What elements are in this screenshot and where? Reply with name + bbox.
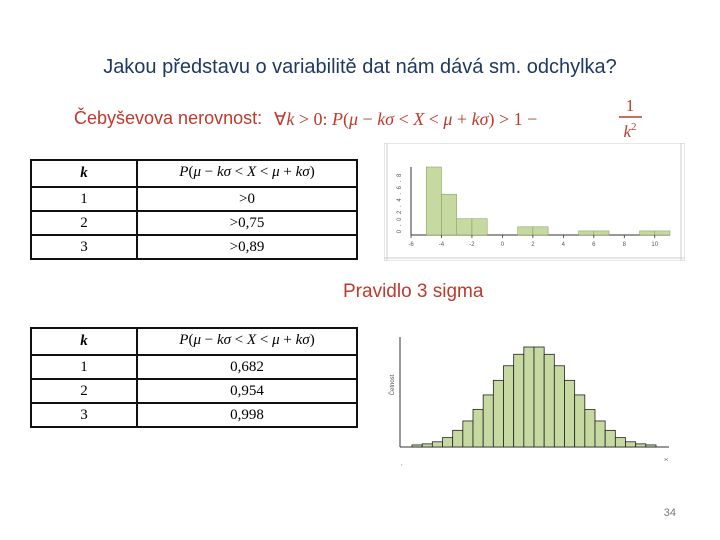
histogram-bar — [518, 227, 533, 235]
p-cell: >0 — [137, 187, 357, 211]
histogram-bar — [655, 231, 670, 235]
chebyshev-histogram — [384, 143, 685, 261]
svg-text:P(μ − kσ < X < μ + kσ): P(μ − kσ < X < μ + kσ) — [179, 164, 315, 180]
histogram-bar — [646, 445, 656, 447]
k-cell: 2 — [31, 379, 137, 403]
histogram-bar — [412, 445, 422, 447]
p-cell: >0,75 — [137, 211, 357, 235]
table-row — [31, 355, 357, 379]
x-axis-label-right: x — [664, 458, 670, 461]
tick-label: 8 — [622, 242, 626, 248]
tick-label: 6 — [592, 242, 596, 248]
histogram-bar — [565, 380, 575, 447]
tick-label: 0 — [500, 242, 505, 248]
histogram-bar — [453, 430, 463, 447]
tick-label: -6 — [408, 242, 414, 248]
histogram-bar — [636, 444, 646, 447]
tick-label: 4 — [561, 242, 566, 248]
svg-text:P(μ − kσ < X < μ + kσ): P(μ − kσ < X < μ + kσ) — [179, 332, 315, 348]
k-header: k — [31, 160, 137, 187]
tick-label: 2 — [531, 242, 535, 248]
histogram-bar — [534, 347, 544, 447]
svg-text:∀k > 0: P(μ − kσ < X < μ + kσ: ∀k > 0: P(μ − kσ < X < μ + kσ) > 1 − — [274, 109, 538, 129]
table-row — [31, 403, 357, 427]
y-axis-label — [397, 173, 403, 234]
histogram-bar — [504, 366, 514, 447]
probability-header — [137, 328, 357, 355]
k-header: k — [31, 328, 137, 355]
histogram-bar — [595, 421, 605, 447]
histogram-bar — [457, 219, 472, 235]
histogram-bar — [544, 354, 554, 447]
p-cell: 0,954 — [137, 379, 357, 403]
histogram-bar — [594, 231, 609, 235]
histogram-bar — [422, 444, 432, 447]
histogram-bar — [524, 347, 534, 447]
table-row — [31, 187, 357, 211]
histogram-bar — [640, 231, 655, 235]
tick-label: 10 — [651, 242, 659, 248]
histogram-bar — [493, 380, 503, 447]
k-cell: 3 — [31, 235, 137, 259]
p-cell: >0,89 — [137, 235, 357, 259]
svg-text:k2: $k^2$ — [623, 121, 637, 141]
p-cell: 0,682 — [137, 355, 357, 379]
histogram-bar — [533, 227, 548, 235]
histogram-bar — [472, 219, 487, 235]
svg-text:0 . 0 2 . 4 . 6 . 8: 0 . 0 2 . 4 . 6 . 8 — [397, 172, 403, 234]
p-cell: 0,998 — [137, 403, 357, 427]
histogram-bar — [575, 395, 585, 447]
x-axis-label-left: , — [401, 461, 403, 467]
chebyshev-label: Čebyševova nerovnost: — [74, 108, 263, 128]
histogram-bar — [483, 395, 493, 447]
histogram-bar — [463, 421, 473, 447]
tick-label: -4 — [438, 242, 445, 248]
histogram-bar — [605, 430, 615, 447]
page-number: 34 — [663, 507, 676, 519]
svg-text:1: 1 — [625, 96, 635, 115]
tick-label: -2 — [469, 242, 475, 248]
slide-title: Jakou představu o variabilitě dat nám dává sm. odchylka? — [103, 56, 617, 78]
probability-formula — [142, 161, 352, 181]
table-row — [31, 235, 357, 259]
histogram-bar — [626, 442, 636, 447]
histogram-bar — [473, 410, 483, 448]
chebyshev-inequality — [74, 96, 654, 142]
chebyshev-table — [30, 159, 358, 260]
histogram-bar — [579, 231, 594, 235]
histogram-bar — [554, 366, 564, 447]
histogram-bar — [615, 438, 625, 447]
histogram-bar — [426, 167, 441, 235]
chebyshev-formula — [274, 96, 654, 142]
probability-formula — [142, 329, 352, 349]
histogram-bar — [432, 442, 442, 447]
table-row — [31, 379, 357, 403]
histogram-bar — [443, 438, 453, 447]
table-row — [31, 211, 357, 235]
three-sigma-rule-title: Pravidlo 3 sigma — [343, 281, 484, 302]
k-cell: 3 — [31, 403, 137, 427]
y-axis-label: Četnost — [390, 374, 396, 396]
probability-header — [137, 160, 357, 187]
k-cell: 2 — [31, 211, 137, 235]
k-cell: 1 — [31, 187, 137, 211]
histogram-bar — [585, 410, 595, 448]
histogram-bar — [514, 354, 524, 447]
histogram-bar — [441, 194, 456, 235]
three-sigma-table — [30, 327, 358, 428]
normal-histogram — [384, 325, 685, 468]
k-cell: 1 — [31, 355, 137, 379]
